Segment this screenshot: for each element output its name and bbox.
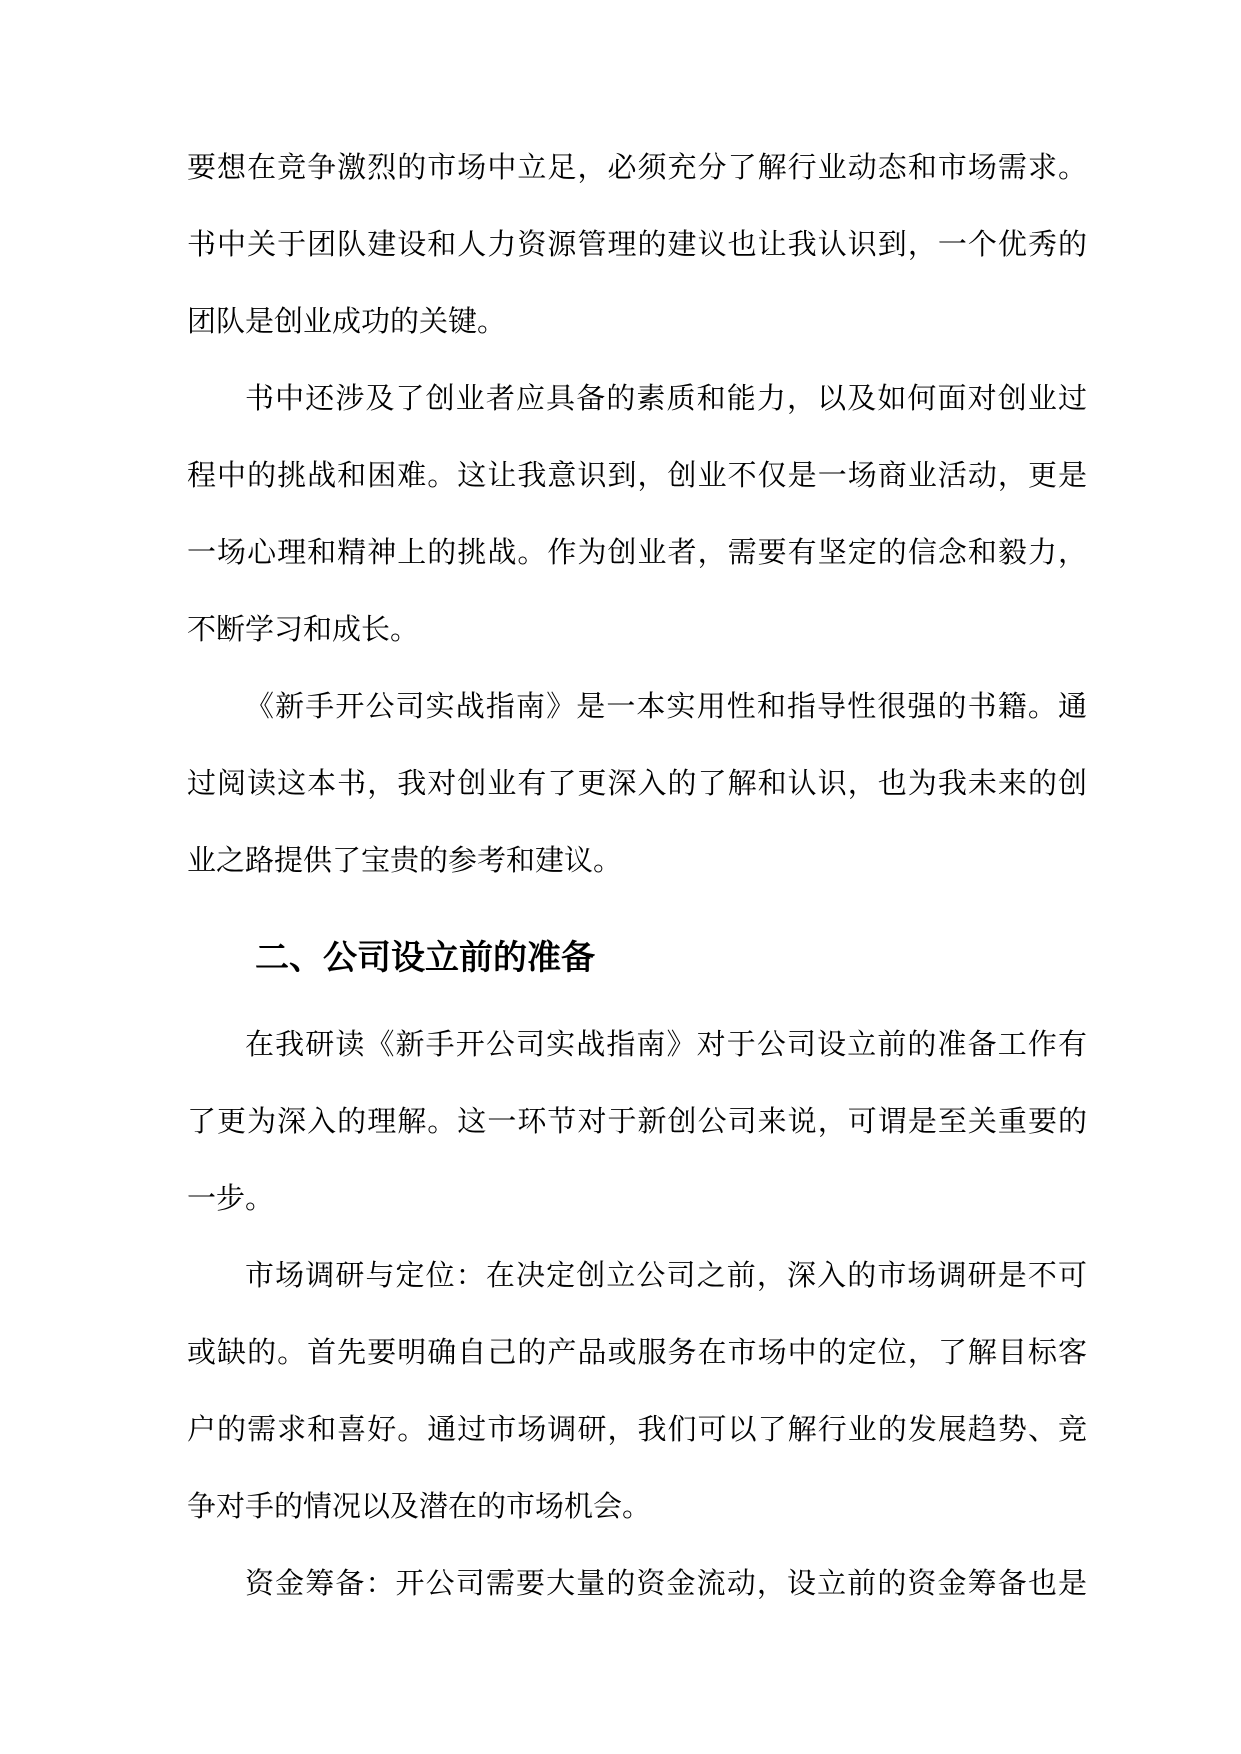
body-text-line: 户的需求和喜好。通过市场调研，我们可以了解行业的发展趋势、竞 [187, 1414, 1087, 1446]
body-text-line: 争对手的情况以及潜在的市场机会。 [187, 1491, 652, 1523]
body-text-line: 书中还涉及了创业者应具备的素质和能力，以及如何面对创业过 [245, 383, 1087, 415]
body-text-line: 一场心理和精神上的挑战。作为创业者，需要有坚定的信念和毅力， [187, 537, 1087, 569]
body-text-line: 团队是创业成功的关键。 [187, 306, 507, 338]
section-heading: 二、公司设立前的准备 [255, 939, 595, 977]
body-text-line: 书中关于团队建设和人力资源管理的建议也让我认识到，一个优秀的 [187, 229, 1087, 261]
body-text-line: 不断学习和成长。 [187, 614, 420, 646]
body-text-line: 业之路提供了宝贵的参考和建议。 [187, 845, 623, 877]
body-text-line: 了更为深入的理解。这一环节对于新创公司来说，可谓是至关重要的 [187, 1106, 1087, 1138]
body-text-line: 过阅读这本书，我对创业有了更深入的了解和认识，也为我未来的创 [187, 768, 1087, 800]
body-text-line: 市场调研与定位：在决定创立公司之前，深入的市场调研是不可 [245, 1260, 1087, 1292]
body-text-line: 资金筹备：开公司需要大量的资金流动，设立前的资金筹备也是 [245, 1568, 1087, 1600]
body-text-line: 一步。 [187, 1183, 275, 1215]
page-content [187, 130, 1087, 1623]
body-text-line: 或缺的。首先要明确自己的产品或服务在市场中的定位，了解目标客 [187, 1337, 1087, 1369]
body-text-line: 《新手开公司实战指南》是一本实用性和指导性很强的书籍。通 [245, 691, 1087, 723]
body-text-line: 程中的挑战和困难。这让我意识到，创业不仅是一场商业活动，更是 [187, 460, 1087, 492]
body-text-line: 在我研读《新手开公司实战指南》对于公司设立前的准备工作有 [245, 1029, 1087, 1061]
body-text-line: 要想在竞争激烈的市场中立足，必须充分了解行业动态和市场需求。 [187, 152, 1087, 184]
